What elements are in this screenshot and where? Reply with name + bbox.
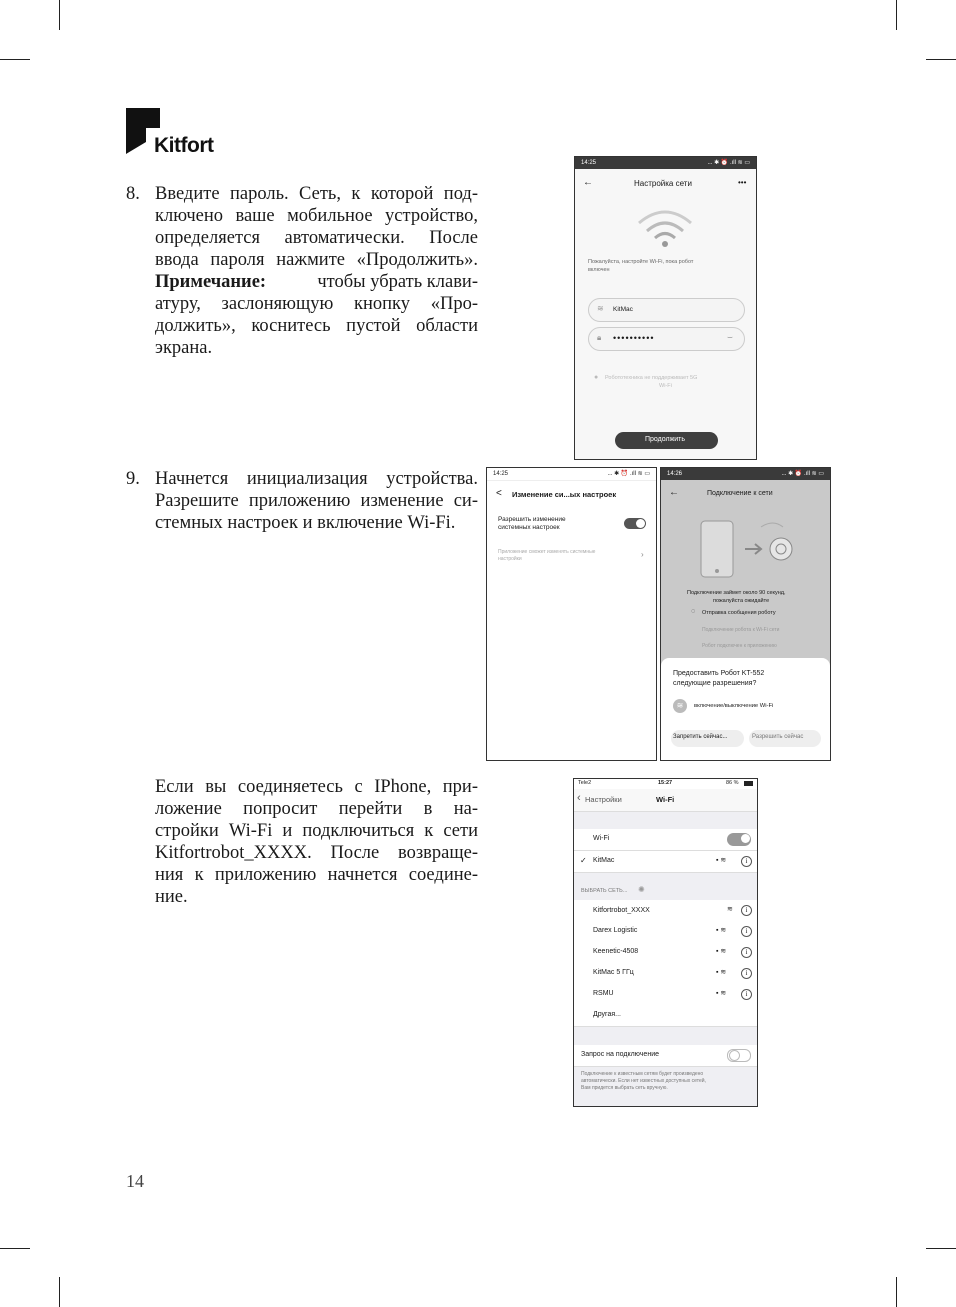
progress-step: Робот подключен к приложению <box>702 643 777 649</box>
network-name: KitMac 5 ГГц <box>593 969 634 976</box>
screenshot-connecting <box>660 467 831 761</box>
allow-label: Разрешить сейчас <box>752 734 804 740</box>
wait-message: Подключение займет около 90 секунд, <box>687 590 786 596</box>
battery-icon <box>744 781 753 786</box>
brand-logo <box>126 108 236 158</box>
progress-spinner-icon: ◌ <box>691 608 696 615</box>
wifi-5g-note: Робототехника не поддерживает 5G <box>605 375 698 381</box>
wifi-circle-icon: ≋ <box>673 699 687 713</box>
progress-step: Подключение робота к Wi-Fi сети <box>702 627 780 633</box>
text-line: Kitfortrobot_XXXX. После возвраще- <box>155 843 478 863</box>
network-row[interactable] <box>574 984 757 1006</box>
text-line: ние. <box>155 887 188 907</box>
screenshot-ios-wifi <box>573 778 758 1107</box>
back-label[interactable]: Настройки <box>585 795 622 804</box>
ios-status-bar <box>574 779 757 789</box>
text-line: чтобы убрать клави- <box>317 272 478 292</box>
lock-wifi-icon: ▪ ≋ <box>716 857 727 864</box>
info-icon[interactable]: i <box>741 989 752 1000</box>
chevron-right-icon[interactable]: › <box>641 550 644 559</box>
setting-description: Приложение сможет изменять системные <box>498 549 596 555</box>
setup-hint: включен <box>588 267 610 273</box>
ios-nav-bar <box>574 789 757 812</box>
crop-mark <box>926 59 956 60</box>
page-number: 14 <box>126 1171 144 1191</box>
setting-label: системных настроек <box>498 524 560 531</box>
note-label: Примечание: <box>155 272 267 292</box>
screen-title: Изменение си...ых настроек <box>512 490 617 499</box>
info-icon[interactable]: i <box>741 947 752 958</box>
battery-level: 86 % <box>726 780 739 786</box>
brand-name: Kitfort <box>154 134 214 157</box>
network-row[interactable] <box>574 900 757 922</box>
back-chevron-icon[interactable]: < <box>496 488 502 499</box>
password-value: •••••••••• <box>613 333 655 343</box>
text-line: определяется автоматически. После <box>155 228 478 248</box>
ask-to-join-note: Подключение к известным сетям будет произведено <box>581 1071 704 1077</box>
info-icon[interactable]: i <box>741 968 752 979</box>
ask-to-join-note: Вам придется выбрать сеть вручную. <box>581 1085 668 1091</box>
text-line: стемных настроек и включение Wi-Fi. <box>155 513 456 533</box>
loading-spinner-icon: ✺ <box>638 885 645 894</box>
password-field[interactable] <box>588 327 745 351</box>
crop-mark <box>59 1277 60 1307</box>
continue-label: Продолжить <box>645 436 686 443</box>
text-line: атуру, заслоняющую кнопку «Про- <box>155 294 478 314</box>
connected-network-row[interactable] <box>574 851 757 873</box>
text-line: Начнется инициализация устройства. <box>155 469 478 489</box>
status-bar: 14:25 ... ✱ ⏰ .ıll ≋ ▭ <box>487 468 656 481</box>
checkmark-icon: ✓ <box>580 856 587 865</box>
back-arrow-icon[interactable]: ← <box>583 177 593 188</box>
text-line: стройки Wi-Fi и подключиться к сети <box>155 821 478 841</box>
text-line: ключено ваше мобильное устройство, <box>155 206 478 226</box>
lock-wifi-icon: ▪ ≋ <box>716 990 727 997</box>
crop-mark <box>59 0 60 30</box>
setting-label: Разрешить изменение <box>498 516 566 523</box>
status-bar: 14:26 ... ✱ ⏰ .ıll ≋ ▭ <box>661 468 830 480</box>
eye-closed-icon[interactable]: ⌣ <box>727 332 733 342</box>
ask-to-join-row <box>574 1045 757 1067</box>
ask-to-join-label: Запрос на подключение <box>581 1051 659 1058</box>
network-row[interactable] <box>574 942 757 964</box>
text-line: Разрешите приложению изменение си- <box>155 491 478 511</box>
phone-to-robot-illustration <box>699 513 799 583</box>
permission-label: включение/выключение Wi-Fi <box>694 703 774 709</box>
screenshot-network-setup <box>574 156 757 460</box>
info-icon[interactable]: i <box>741 926 752 937</box>
text-line-note <box>155 271 478 293</box>
wait-message: пожалуйста ожидайте <box>713 598 770 604</box>
text-line: ния к приложению начнется соедине- <box>155 865 478 885</box>
ask-to-join-toggle[interactable] <box>727 1049 751 1062</box>
wifi-icon <box>635 207 695 247</box>
wifi-signal-icon: ≋ <box>727 906 733 913</box>
lock-wifi-icon: ▪ ≋ <box>716 948 727 955</box>
dialog-title: следующие разрешения? <box>673 680 757 687</box>
network-name: Darex Logistic <box>593 927 638 934</box>
allow-button[interactable] <box>749 730 821 747</box>
back-chevron-icon[interactable]: ‹ <box>577 792 581 804</box>
info-icon: ● <box>594 374 599 381</box>
section-header: ВЫБРАТЬ СЕТЬ... <box>581 888 628 894</box>
wifi-small-icon: ≋ <box>597 304 604 313</box>
network-row[interactable] <box>574 921 757 943</box>
dialog-title: Предоставить Робот KT-552 <box>673 670 765 677</box>
crop-mark <box>896 0 897 30</box>
screen-title: Подключение к сети <box>707 490 773 497</box>
lock-wifi-icon: ▪ ≋ <box>716 927 727 934</box>
deny-label: Запретить сейчас... <box>673 734 728 740</box>
network-name: Другая... <box>593 1011 621 1018</box>
lock-icon: 🔒︎ <box>597 333 602 342</box>
text-line: ложение попросит перейти в на- <box>155 799 478 819</box>
progress-step: Отправка сообщения роботу <box>702 610 776 616</box>
ask-to-join-note: автоматически. Если нет известных доступных сетей, <box>581 1078 706 1084</box>
deny-button[interactable] <box>671 730 744 747</box>
network-row[interactable] <box>574 963 757 985</box>
system-settings-toggle[interactable] <box>624 518 646 529</box>
more-icon[interactable]: ••• <box>738 178 747 187</box>
text-line: Введите пароль. Сеть, к которой под- <box>155 184 478 204</box>
back-arrow-icon[interactable]: ← <box>669 487 679 498</box>
nav-title: Wi-Fi <box>656 795 675 804</box>
continue-button[interactable] <box>615 432 718 449</box>
crop-mark <box>896 1277 897 1307</box>
network-name: Kitfortrobot_XXXX <box>593 907 650 914</box>
setting-description: настройки <box>498 556 522 562</box>
text-line: должить», коснитесь пустой области <box>155 316 478 336</box>
wifi-label: Wi-Fi <box>593 835 610 842</box>
step-number: 9. <box>126 469 140 489</box>
network-name: RSMU <box>593 990 614 997</box>
screen-title: Настройка сети <box>634 179 692 188</box>
text-line: экрана. <box>155 338 213 358</box>
lock-wifi-icon: ▪ ≋ <box>716 969 727 976</box>
network-name: Keenetic-4508 <box>593 948 639 955</box>
info-icon[interactable]: i <box>741 905 752 916</box>
crop-mark <box>0 59 30 60</box>
text-line: Если вы соединяетесь с IPhone, при- <box>155 777 478 797</box>
setup-hint: Пожалуйста, настройте Wi-Fi, пока робот <box>588 259 694 265</box>
other-network-row[interactable] <box>574 1005 757 1027</box>
carrier: Tele2 <box>578 780 592 786</box>
wifi-toggle[interactable] <box>727 833 751 846</box>
text-line: ввода пароля нажмите «Продолжить». <box>155 250 478 270</box>
screenshot-system-settings <box>486 467 657 761</box>
ssid-field[interactable] <box>588 298 745 322</box>
crop-mark <box>0 1248 30 1249</box>
step-number: 8. <box>126 184 140 204</box>
crop-mark <box>926 1248 956 1249</box>
ssid-value: KitMac <box>613 306 633 313</box>
permission-dialog <box>661 658 830 760</box>
clock: 15:27 <box>658 780 673 786</box>
wifi-5g-note: Wi-Fi <box>659 383 672 389</box>
network-name: KitMac <box>593 857 615 864</box>
info-icon[interactable]: i <box>741 856 752 867</box>
wifi-toggle-row <box>574 829 757 851</box>
status-bar: 14:25 ... ✱ ⏰ .ıll ≋ ▭ <box>575 157 756 169</box>
